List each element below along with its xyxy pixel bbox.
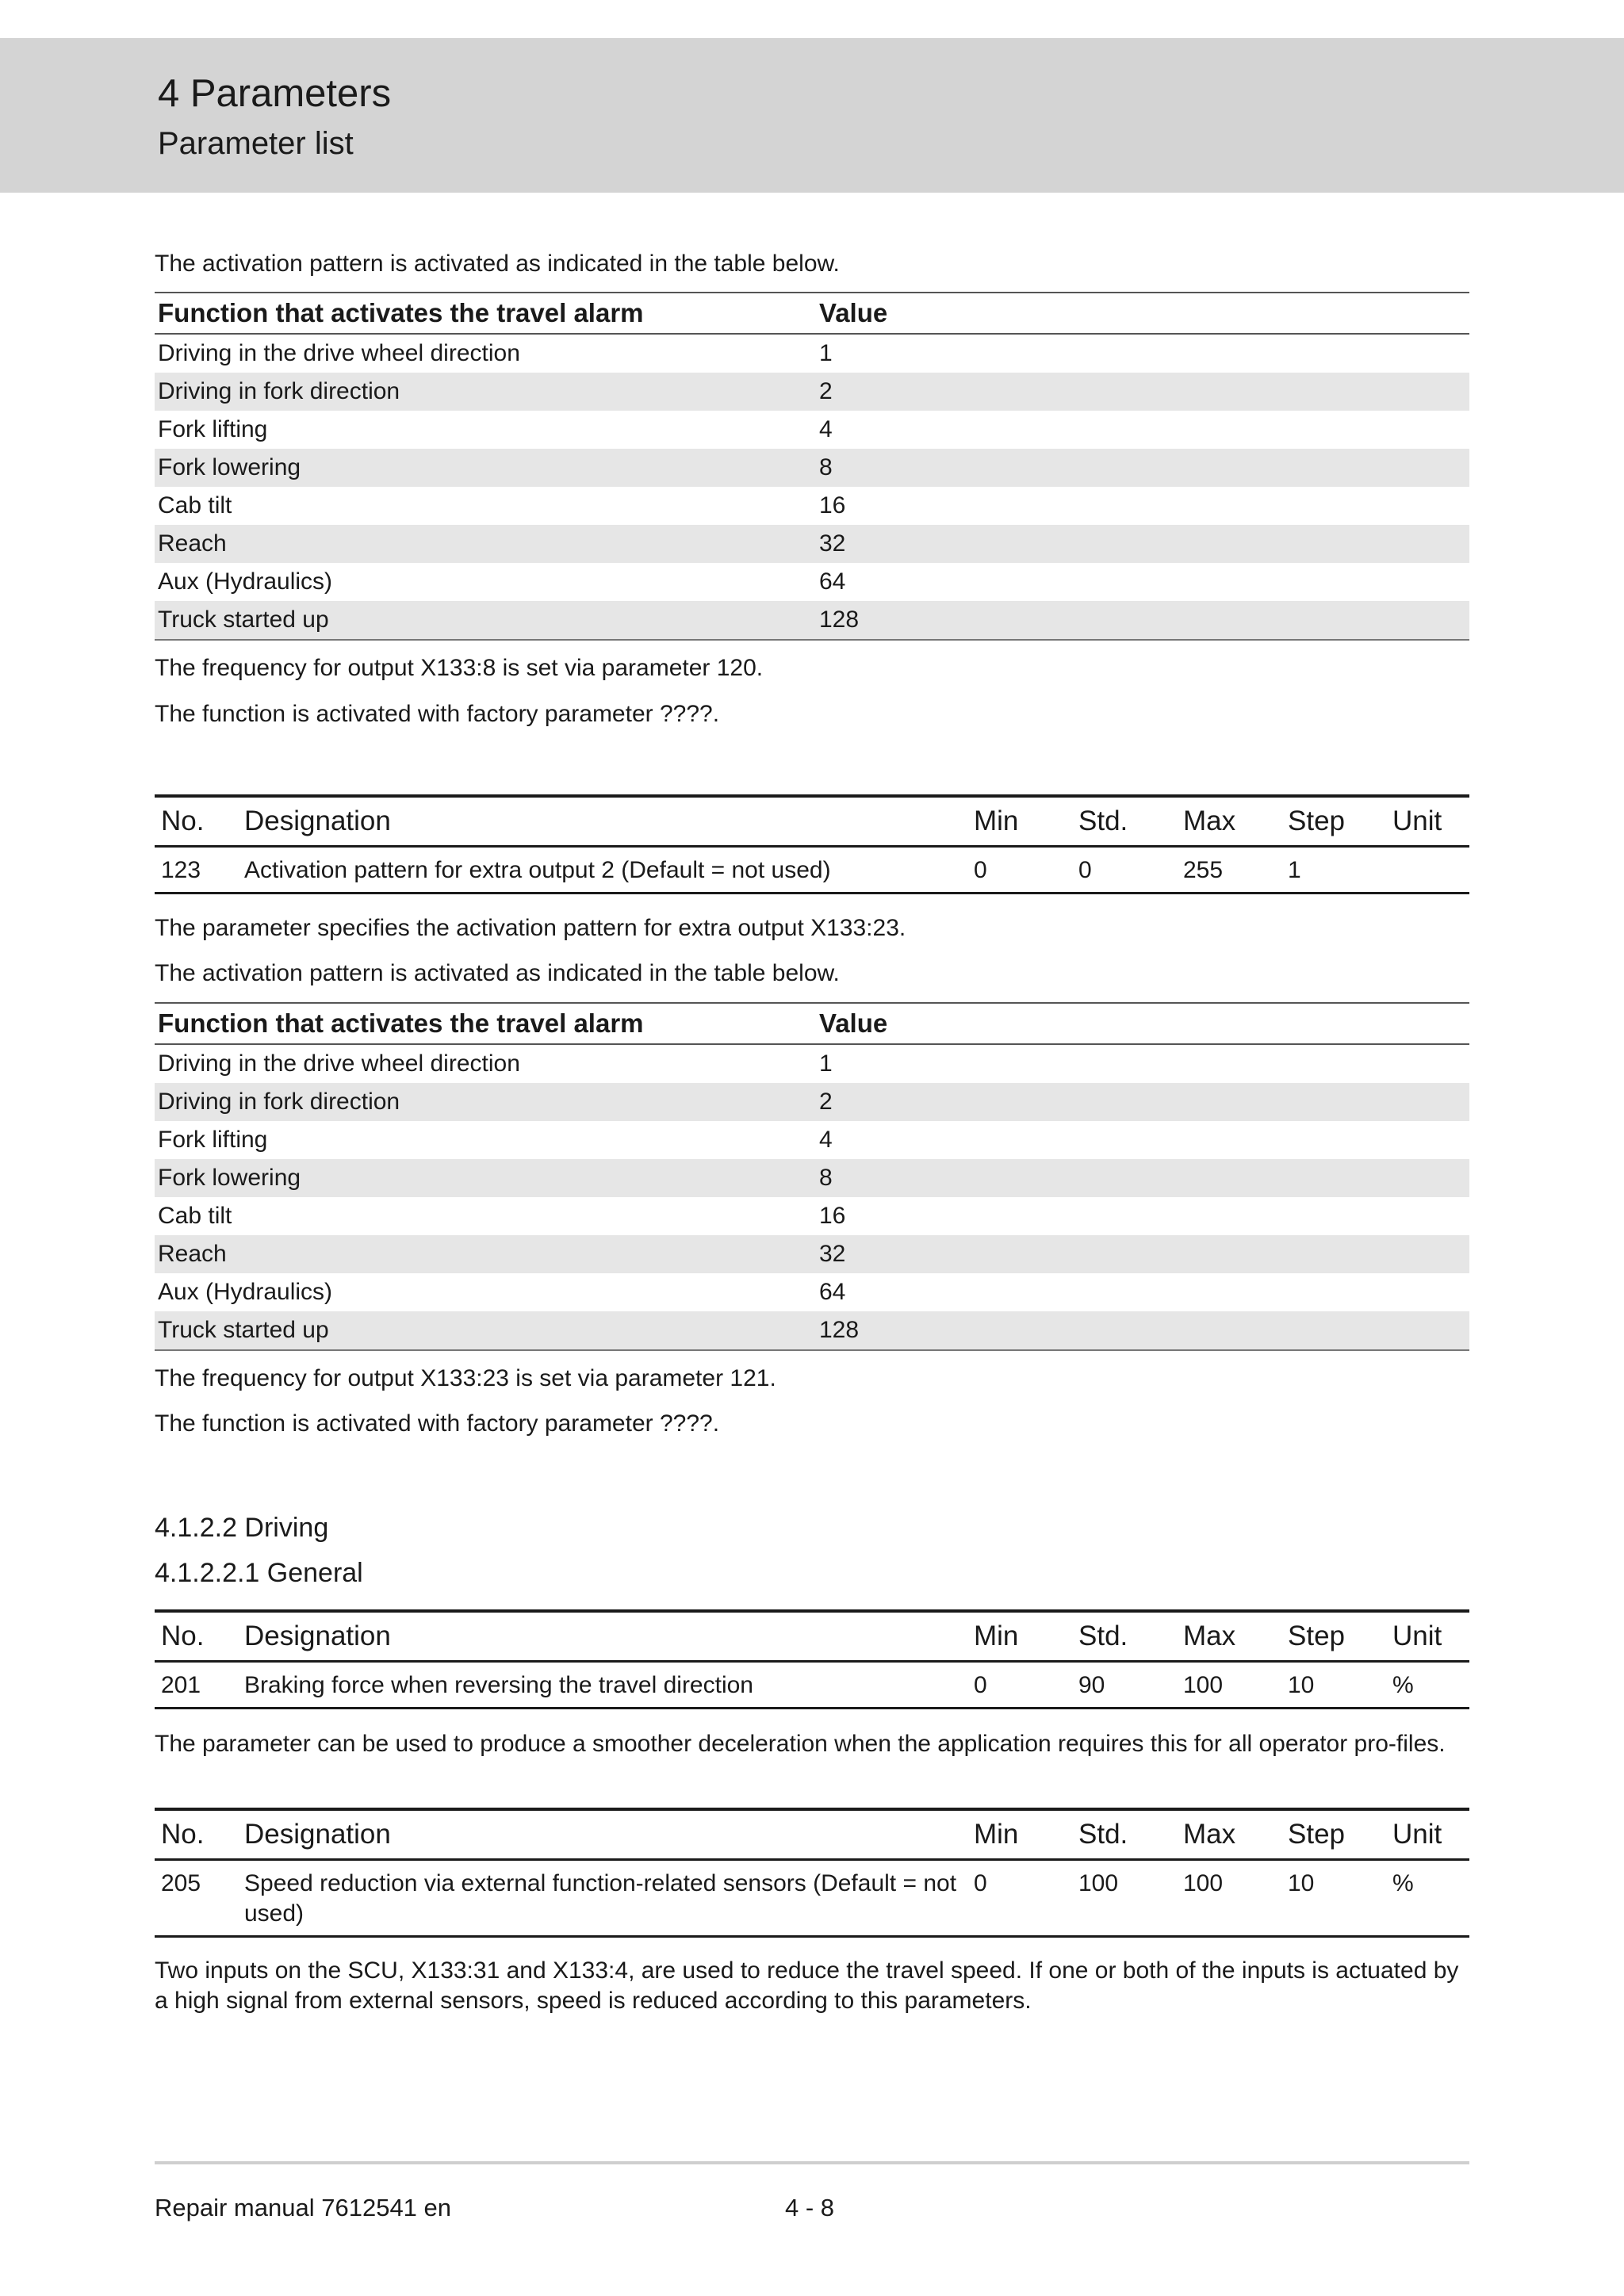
header-min: Min [967, 796, 1072, 847]
heading-general: 4.1.2.2.1 General [155, 1558, 363, 1588]
value-cell: 128 [816, 1311, 1469, 1350]
param-no: 201 [155, 1662, 238, 1709]
param-205-container [155, 1808, 1469, 1938]
alarm-table-2 [155, 1002, 1469, 1351]
param-unit: % [1386, 1662, 1469, 1709]
header-step: Step [1281, 1809, 1386, 1860]
value-cell: 32 [816, 525, 1469, 563]
param-min: 0 [967, 847, 1072, 894]
param-max: 100 [1177, 1860, 1281, 1937]
value-cell: 4 [819, 416, 833, 442]
value-cell: 64 [819, 568, 846, 595]
header-unit: Unit [1386, 796, 1469, 847]
value-cell: 4 [819, 1127, 833, 1153]
table-row [155, 449, 1469, 487]
table-row [155, 1662, 1469, 1709]
value-cell: 1 [819, 1050, 833, 1077]
param-no: 205 [155, 1860, 238, 1937]
function-cell: Cab tilt [158, 1203, 232, 1229]
param-designation: Speed reduction via external function-related sensors (Default = not used) [238, 1860, 967, 1937]
param-123-container [155, 794, 1469, 894]
header-no: No. [155, 1809, 238, 1860]
function-cell: Fork lifting [158, 416, 268, 442]
table-row [155, 1311, 1469, 1350]
function-cell: Cab tilt [158, 492, 232, 519]
alarm-table-2-container [155, 1002, 1469, 1351]
table-row [155, 373, 1469, 411]
col-function-header: Function that activates the travel alarm [155, 293, 816, 334]
value-cell: 8 [816, 1159, 1469, 1197]
table-row [155, 1159, 1469, 1197]
chapter-title: 4 Parameters [158, 72, 392, 115]
header-min: Min [967, 1809, 1072, 1860]
value-cell: 16 [819, 492, 846, 519]
header-step: Step [1281, 796, 1386, 847]
value-cell: 32 [816, 1235, 1469, 1273]
table-row [155, 1083, 1469, 1121]
footer-manual-label: Repair manual [155, 2194, 315, 2221]
value-cell: 128 [816, 601, 1469, 640]
alarm-table-1-container [155, 292, 1469, 641]
header-max: Max [1177, 1611, 1281, 1662]
function-cell: Reach [155, 525, 816, 563]
footer-manual-number: 7612541 en [321, 2194, 452, 2221]
function-cell: Driving in fork direction [155, 1083, 816, 1121]
table-row [155, 334, 1469, 373]
value-cell: 16 [819, 1203, 846, 1229]
table-row [155, 525, 1469, 563]
col-value-header: Value [816, 293, 1469, 334]
value-cell: 2 [816, 373, 1469, 411]
header-unit: Unit [1386, 1809, 1469, 1860]
note-frequency-2: The frequency for output X133:23 is set via parameter 121. [155, 1365, 776, 1391]
table-row [155, 1121, 1469, 1159]
table-row [155, 411, 1469, 449]
col-function-header: Function that activates the travel alarm [155, 1003, 816, 1044]
param-table-123 [155, 794, 1469, 894]
note-factory-1: The function is activated with factory parameter ????. [155, 701, 720, 727]
footer-rule [155, 2161, 1469, 2164]
table-row [155, 847, 1469, 894]
section-title: Parameter list [158, 126, 354, 161]
value-cell: 2 [816, 1083, 1469, 1121]
param-step: 1 [1281, 847, 1386, 894]
note-factory-2: The function is activated with factory parameter ????. [155, 1410, 720, 1437]
header-max: Max [1177, 796, 1281, 847]
function-cell: Driving in the drive wheel direction [158, 1050, 520, 1077]
param-table-201 [155, 1609, 1469, 1709]
param-table-205 [155, 1808, 1469, 1938]
function-cell: Reach [155, 1235, 816, 1273]
param-min: 0 [967, 1662, 1072, 1709]
param-unit [1386, 847, 1469, 894]
header-std: Std. [1072, 1809, 1177, 1860]
value-cell: 64 [819, 1279, 846, 1305]
param-step: 10 [1281, 1860, 1386, 1937]
footer-manual [155, 2192, 451, 2224]
header-designation: Designation [238, 1809, 967, 1860]
param-designation: Braking force when reversing the travel direction [238, 1662, 967, 1709]
table-row [155, 487, 1469, 525]
note-frequency-1: The frequency for output X133:8 is set via parameter 120. [155, 655, 764, 681]
header-std: Std. [1072, 1611, 1177, 1662]
table-row [155, 1273, 1469, 1311]
header-step: Step [1281, 1611, 1386, 1662]
header-unit: Unit [1386, 1611, 1469, 1662]
table-row [155, 1197, 1469, 1235]
header-no: No. [155, 1611, 238, 1662]
heading-driving: 4.1.2.2 Driving [155, 1513, 329, 1543]
footer-page-number: 4 - 8 [785, 2194, 835, 2221]
param-step: 10 [1281, 1662, 1386, 1709]
table-row [155, 1860, 1469, 1937]
param-no: 123 [155, 847, 238, 894]
value-cell: 8 [816, 449, 1469, 487]
table-row [155, 601, 1469, 640]
function-cell: Driving in fork direction [155, 373, 816, 411]
table-row [155, 563, 1469, 601]
param-max: 255 [1177, 847, 1281, 894]
param-std: 100 [1072, 1860, 1177, 1937]
desc-123-b: The activation pattern is activated as indicated in the table below. [155, 960, 840, 986]
function-cell: Fork lowering [155, 449, 816, 487]
param-201-container [155, 1609, 1469, 1709]
param-min: 0 [967, 1860, 1072, 1937]
header-designation: Designation [238, 796, 967, 847]
function-cell: Aux (Hydraulics) [158, 1279, 333, 1305]
desc-201: The parameter can be used to produce a smoother deceleration when the application requires this for all operator pro-files. [155, 1731, 1446, 1757]
function-cell: Truck started up [155, 601, 816, 640]
function-cell: Aux (Hydraulics) [158, 568, 333, 595]
param-unit: % [1386, 1860, 1469, 1937]
header-no: No. [155, 796, 238, 847]
header-designation: Designation [238, 1611, 967, 1662]
function-cell: Driving in the drive wheel direction [158, 340, 520, 366]
param-max: 100 [1177, 1662, 1281, 1709]
param-designation: Activation pattern for extra output 2 (Default = not used) [238, 847, 967, 894]
param-std: 90 [1072, 1662, 1177, 1709]
value-cell: 1 [819, 340, 833, 366]
intro-paragraph: The activation pattern is activated as indicated in the table below. [155, 251, 840, 277]
header-min: Min [967, 1611, 1072, 1662]
alarm-table-1 [155, 292, 1469, 641]
function-cell: Truck started up [155, 1311, 816, 1350]
param-std: 0 [1072, 847, 1177, 894]
header-max: Max [1177, 1809, 1281, 1860]
header-std: Std. [1072, 796, 1177, 847]
function-cell: Fork lifting [158, 1127, 268, 1153]
table-row [155, 1044, 1469, 1083]
desc-205: Two inputs on the SCU, X133:31 and X133:4, are used to reduce the travel speed. If one or both of the inputs is actuated by a high signal from external sensors, speed is reduced according to this parameters. [155, 1957, 1459, 2014]
col-value-header: Value [816, 1003, 1469, 1044]
desc-123-a: The parameter specifies the activation pattern for extra output X133:23. [155, 915, 906, 941]
table-row [155, 1235, 1469, 1273]
function-cell: Fork lowering [155, 1159, 816, 1197]
